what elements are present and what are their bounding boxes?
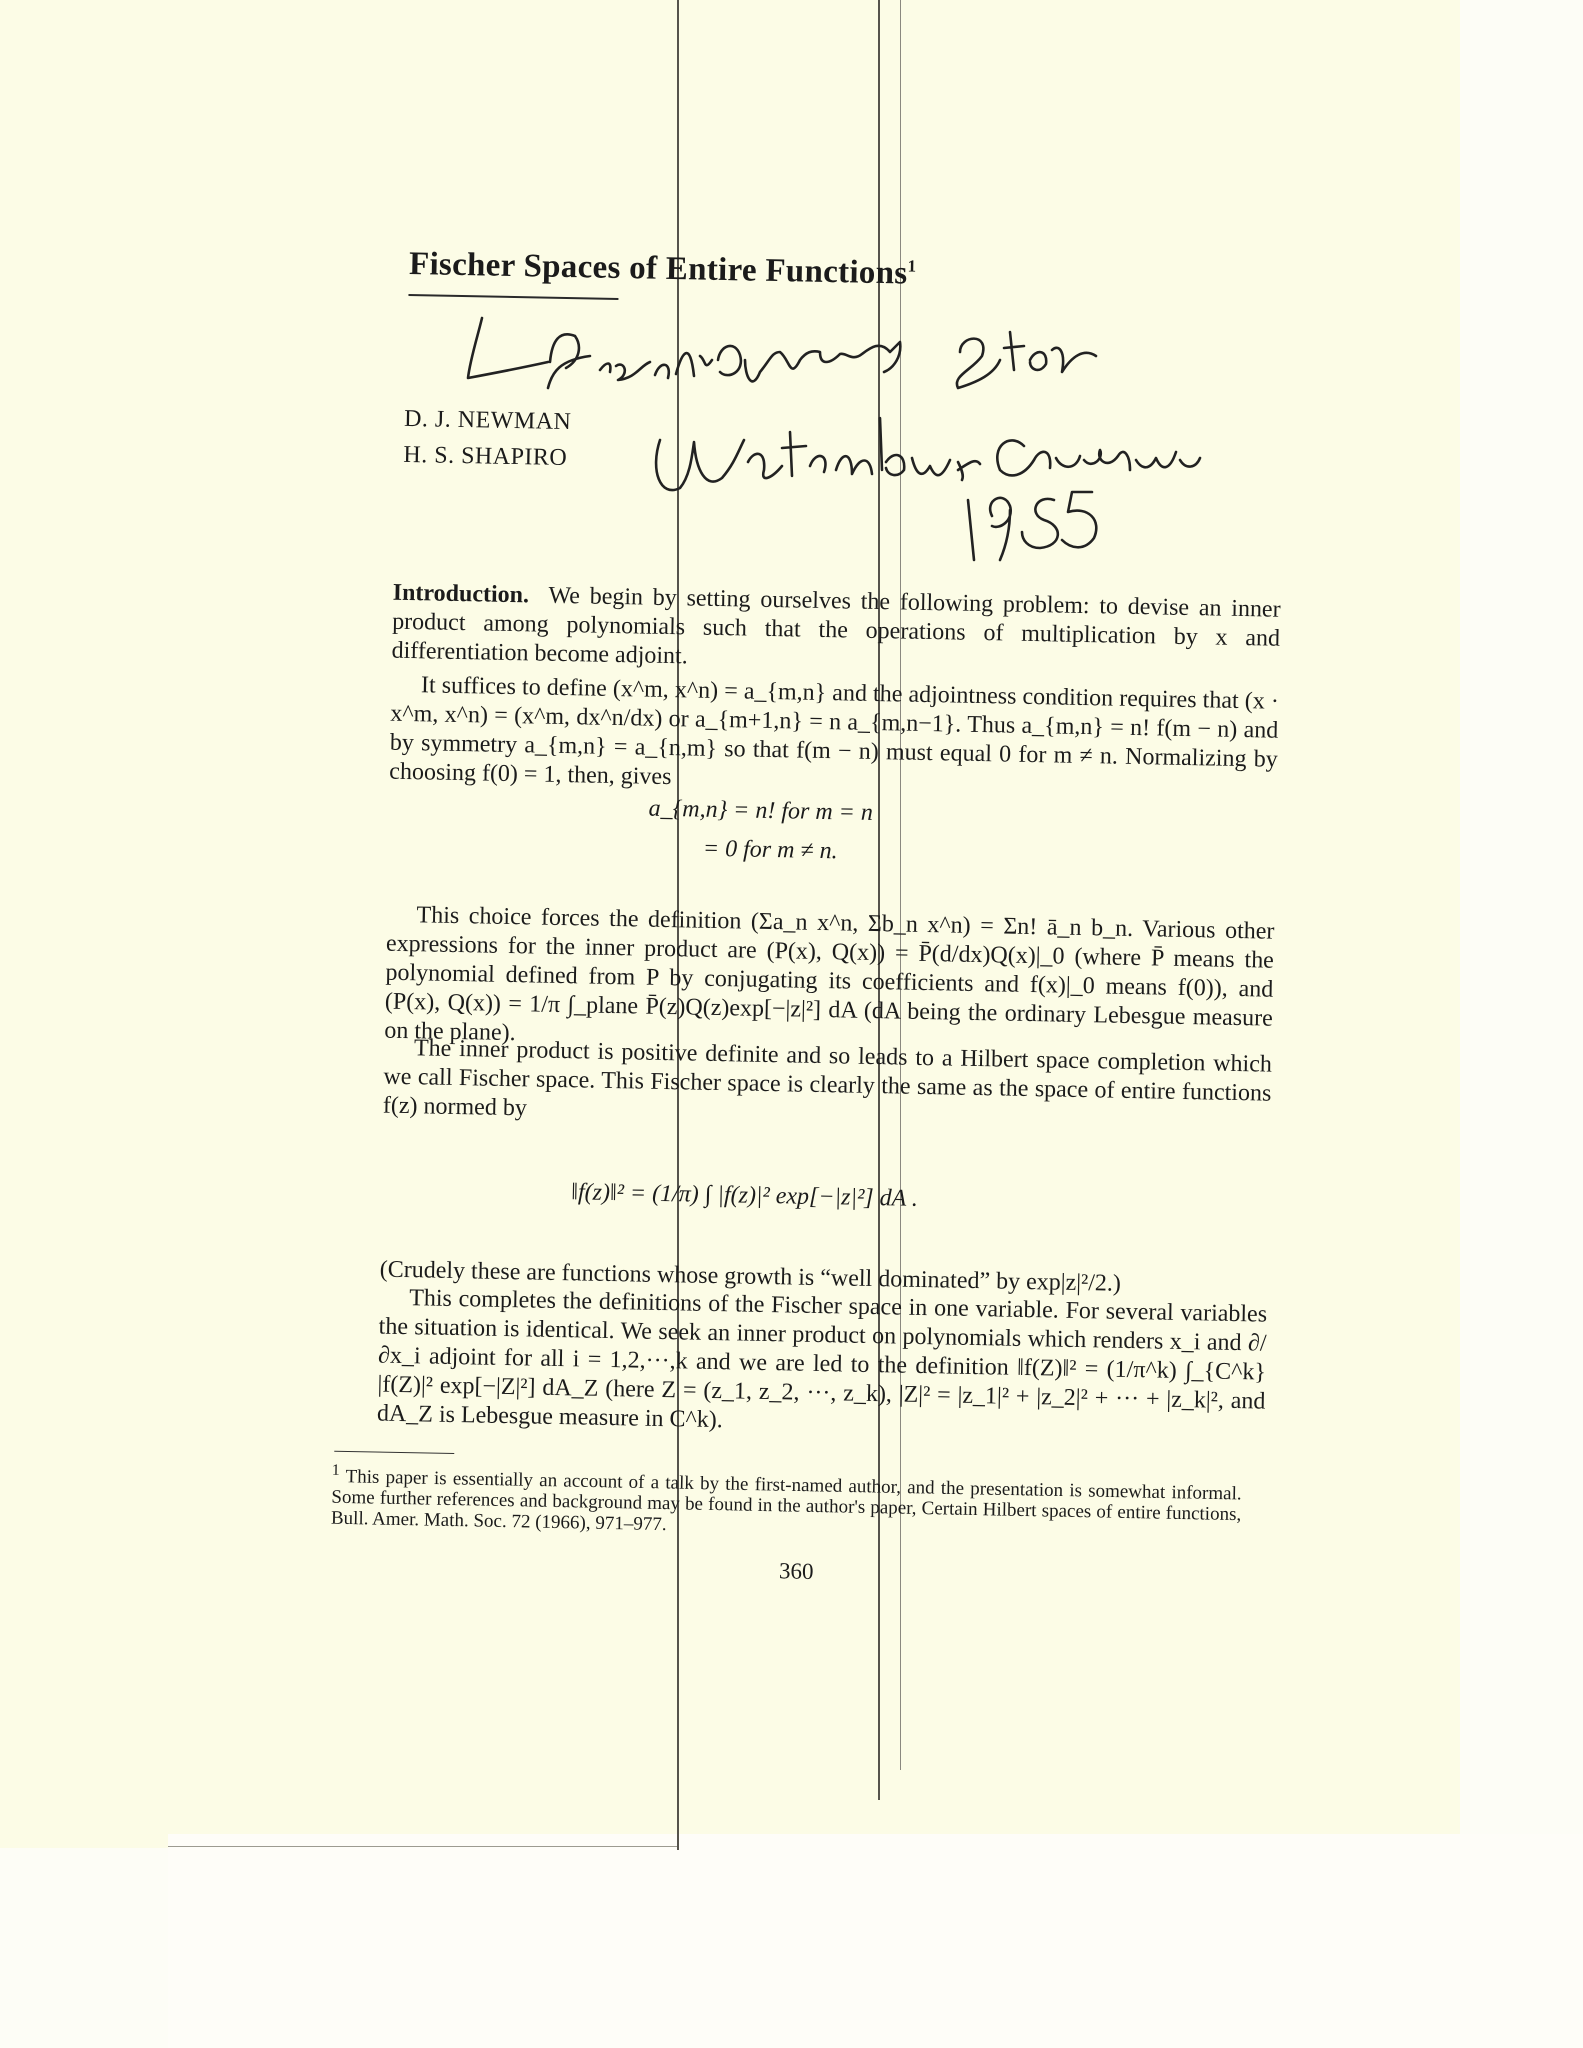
page-bottom-strip — [168, 1834, 1583, 2048]
author-newman: D. J. NEWMAN — [403, 405, 572, 436]
paragraph-several-variables: This completes the definitions of the Fischer space in one variable. For several variables the situation is identical. We seek an inner product on polynomials which renders x_i and ∂/∂x_i adjoint for all i = 1,2,···,k and we are led to the definition ‖f(Z)‖² = (1/π^k) ∫_{C^k} |f(Z)|² exp[−|Z|²] dA_Z (here Z = (z_1, z_2, ···, z_k), |Z|² = |z_1|² + |z_2|² + ··· + |z_k|², and dA_Z is Lebesgue measure in C^k). — [376, 1285, 1268, 1434]
footnote-rule — [334, 1451, 454, 1454]
title-underline-mark — [408, 294, 618, 300]
introduction-text: We begin by setting ourselves the following problem: to devise an inner product among polynomials such that the operations of multiplication by x and differentiation become adjoint. — [391, 582, 1281, 670]
introduction-heading: Introduction. — [392, 579, 530, 609]
title-text: Fischer Spaces of Entire Functions — [408, 245, 908, 292]
footnote-mark: 1 — [331, 1461, 340, 1479]
page-edge-line — [168, 1846, 678, 1847]
footnote — [331, 1460, 1242, 1547]
title-footnote-mark: 1 — [907, 256, 917, 276]
equation-a-mn-line2: = 0 for m ≠ n. — [702, 835, 838, 865]
equation-norm: ‖f(z)‖² = (1/π) ∫ |f(z)|² exp[−|z|²] dA . — [571, 1179, 919, 1212]
article-title — [409, 246, 917, 293]
article — [331, 215, 1309, 1723]
paragraph-positive-definite: The inner product is positive definite and so leads to a Hilbert space completion which we call Fischer space. This Fischer space is clearly the same as the space of entire functions f(z) normed by — [382, 1035, 1273, 1122]
page-number: 360 — [778, 1558, 814, 1584]
equation-a-mn-line1: a_{m,n} = n! for m = n — [648, 795, 874, 826]
paragraph-suffices: It suffices to define (x^m, x^n) = a_{m,n} and the adjointness condition requires that (x · x^m, x^n) = (x^m, dx^n/dx) or a_{m+1,n} = n a_{m,n−1}. Thus a_{m,n} = n! f(m − n) and by symmetry a_{m,n} = a_{n,m} so that f(m − n) must equal 0 for m ≠ n. Normalizing by choosing f(0) = 1, then, gives — [389, 672, 1280, 791]
paragraph-crudely: (Crudely these are functions whose growth is “well dominated” by exp|z|²/2.) — [379, 1256, 1122, 1297]
paragraph-choice: This choice forces the definition (Σa_n x^n, Σb_n x^n) = Σn! ā_n b_n. Various other expressions for the inner product are (P(x), Q(x)) = P̄(d/dx)Q(x)|_0 (where P̄ means the polynomial defined from P by conjugating its coefficients and f(x)|_0 means f(0)), and (P(x), Q(x)) = 1/π ∫_plane P̄(z)Q(z)exp[−|z|²] dA (dA being the ordinary Lebesgue measure on the plane). — [384, 902, 1275, 1047]
author-shapiro: H. S. SHAPIRO — [403, 441, 568, 472]
footnote-text: This paper is essentially an account of a talk by the first-named author, and the presentation is somewhat informal. Some further references and background may be found in the author's paper, Certain Hilbert spaces of entire functions, Bull. Amer. Math. Soc. 72 (1966), 971–977. — [330, 1466, 1242, 1536]
paragraph-introduction — [391, 579, 1281, 683]
